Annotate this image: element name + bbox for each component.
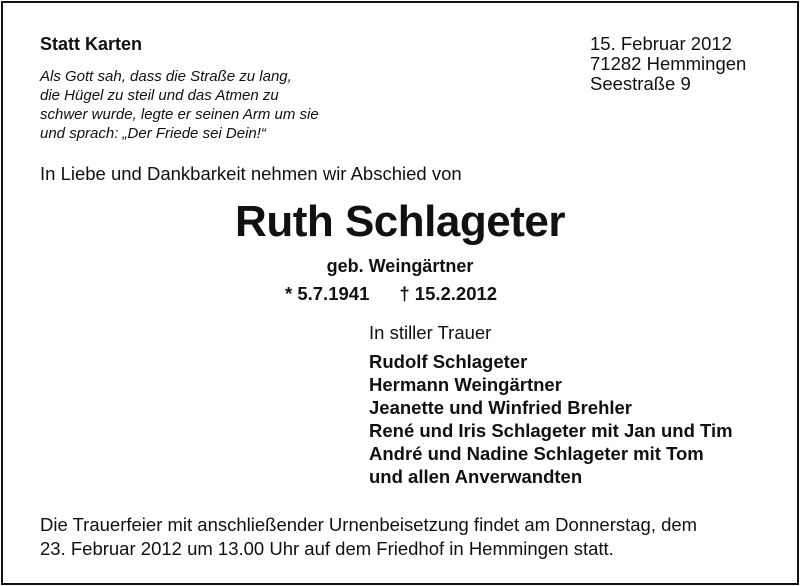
funeral-info-line: Die Trauerfeier mit anschließender Urnenbeisetzung findet am Donnerstag, dem (40, 514, 698, 535)
mourner-name: Jeanette und Winfried Brehler (369, 397, 632, 418)
mourner-name: Rudolf Schlageter (369, 351, 528, 372)
mourning-label: In stiller Trauer (369, 322, 492, 343)
mourners-list (369, 350, 733, 488)
maiden-name: geb. Weingärtner (326, 256, 474, 276)
deceased-name: Ruth Schlageter (235, 197, 565, 246)
poem (40, 67, 319, 143)
notice-heading: Statt Karten (40, 34, 143, 54)
mourner-name: André und Nadine Schlageter mit Tom (369, 443, 704, 464)
date-address-block (590, 34, 746, 94)
address-city: 71282 Hemmingen (590, 53, 747, 74)
death-date: † 15.2.2012 (399, 283, 498, 304)
poem-line: Als Gott sah, dass die Straße zu lang, (40, 68, 292, 85)
funeral-info (40, 513, 697, 561)
poem-line: schwer wurde, legte er seinen Arm um sie (40, 106, 319, 123)
mourner-name: Hermann Weingärtner (369, 374, 562, 395)
poem-line: und sprach: „Der Friede sei Dein!“ (40, 125, 266, 142)
mourner-name: und allen Anverwandten (369, 466, 583, 487)
funeral-info-line: 23. Februar 2012 um 13.00 Uhr auf dem Friedhof in Hemmingen statt. (40, 538, 614, 559)
notice-date: 15. Februar 2012 (590, 33, 732, 54)
poem-line: die Hügel zu steil und das Atmen zu (40, 87, 279, 104)
address-street: Seestraße 9 (590, 73, 691, 94)
birth-date: * 5.7.1941 (285, 283, 370, 304)
life-dates (285, 283, 497, 305)
mourner-name: René und Iris Schlageter mit Jan und Tim (369, 420, 733, 441)
intro-text: In Liebe und Dankbarkeit nehmen wir Abschied von (40, 163, 462, 184)
